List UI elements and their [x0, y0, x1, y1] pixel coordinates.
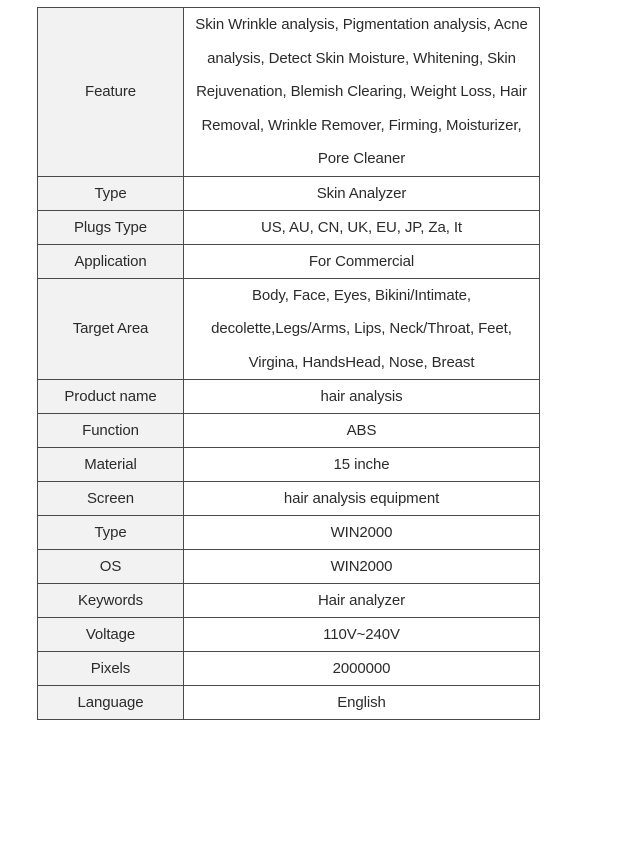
- row-value: English: [184, 686, 540, 720]
- row-value: Skin Wrinkle analysis, Pigmentation analysis, Acne analysis, Detect Skin Moisture, Whitening, Skin Rejuvenation, Blemish Clearing, Weight Loss, Hair Removal, Wrinkle Remover, Firming, Moisturizer, Pore Cleaner: [184, 8, 540, 177]
- row-value: Body, Face, Eyes, Bikini/Intimate, decolette,Legs/Arms, Lips, Neck/Throat, Feet, Virgina, HandsHead, Nose, Breast: [184, 278, 540, 380]
- row-value: Skin Analyzer: [184, 176, 540, 210]
- table-row-keywords: [38, 584, 540, 618]
- row-value: 110V~240V: [184, 618, 540, 652]
- row-value: US, AU, CN, UK, EU, JP, Za, It: [184, 210, 540, 244]
- table-row-feature: [38, 8, 540, 177]
- row-label: Voltage: [38, 618, 184, 652]
- table-row-voltage: [38, 618, 540, 652]
- row-label: Pixels: [38, 652, 184, 686]
- table-row-pixels: [38, 652, 540, 686]
- row-label: Feature: [38, 8, 184, 177]
- row-value: WIN2000: [184, 550, 540, 584]
- row-label: Language: [38, 686, 184, 720]
- row-value: WIN2000: [184, 516, 540, 550]
- row-label: OS: [38, 550, 184, 584]
- table-row-target-area: [38, 278, 540, 380]
- row-value: Hair analyzer: [184, 584, 540, 618]
- spec-table: [37, 7, 540, 720]
- table-row-application: [38, 244, 540, 278]
- table-row-material: [38, 448, 540, 482]
- row-value: 2000000: [184, 652, 540, 686]
- row-label: Plugs Type: [38, 210, 184, 244]
- table-row-function: [38, 414, 540, 448]
- row-value: hair analysis equipment: [184, 482, 540, 516]
- table-row-product-name: [38, 380, 540, 414]
- row-label: Product name: [38, 380, 184, 414]
- table-row-plugs-type: [38, 210, 540, 244]
- table-row-type: [38, 516, 540, 550]
- row-value: For Commercial: [184, 244, 540, 278]
- row-value: 15 inche: [184, 448, 540, 482]
- row-label: Screen: [38, 482, 184, 516]
- table-row-language: [38, 686, 540, 720]
- table-row-type: [38, 176, 540, 210]
- row-value: ABS: [184, 414, 540, 448]
- row-label: Type: [38, 516, 184, 550]
- row-label: Material: [38, 448, 184, 482]
- row-label: Type: [38, 176, 184, 210]
- row-label: Application: [38, 244, 184, 278]
- row-label: Function: [38, 414, 184, 448]
- table-row-screen: [38, 482, 540, 516]
- row-label: Keywords: [38, 584, 184, 618]
- row-value: hair analysis: [184, 380, 540, 414]
- table-row-os: [38, 550, 540, 584]
- row-label: Target Area: [38, 278, 184, 380]
